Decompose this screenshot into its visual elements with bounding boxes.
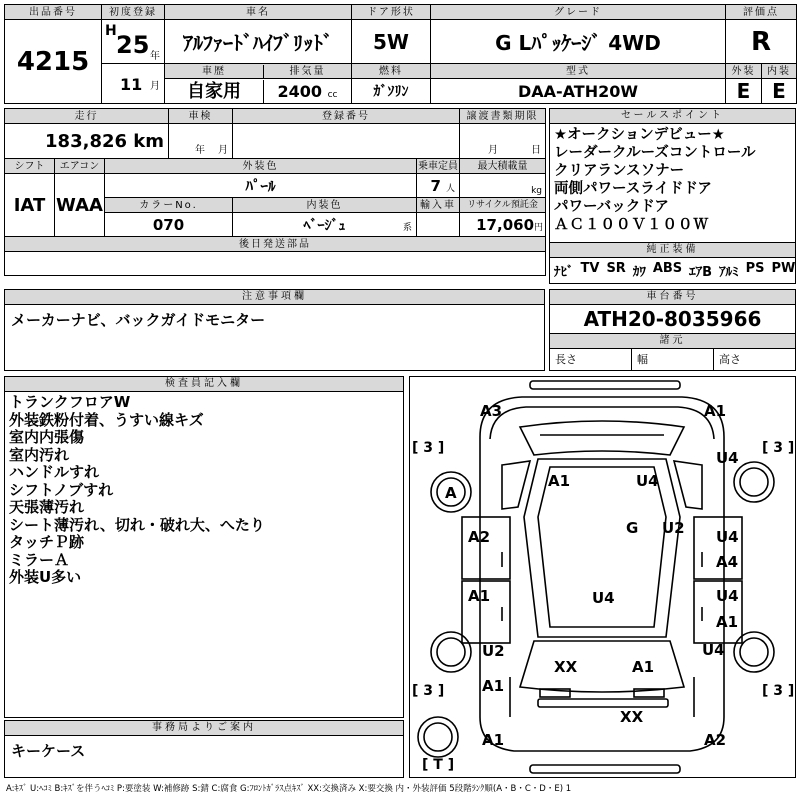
max-load-unit: kg [531,186,543,196]
damage-mark: U4 [636,472,659,490]
damage-mark: U4 [702,641,725,659]
reg-no-label: 登録番号 [233,109,460,124]
rating-label: 評価点 [726,5,797,20]
damage-mark: A1 [548,472,571,490]
chassis-label: 車台番号 [550,290,795,305]
damage-mark: XX [554,658,578,676]
color-no-value: 070 [105,213,233,237]
model-value: DAA-ATH20W [431,79,726,104]
equipment-item: SR [606,261,626,276]
top-info-table [4,4,797,104]
door-type: 5W [352,20,431,64]
damage-mark: A1 [482,731,505,749]
damage-mark: U4 [716,587,739,605]
grade-label: グレード [431,5,726,20]
sales-points-list [550,124,795,234]
lot-number: 4215 [5,20,102,104]
year-unit: 年 [150,51,160,62]
specs-label: 諸元 [550,334,795,349]
car-name: ｱﾙﾌｧｰﾄﾞﾊｲﾌﾞﾘｯﾄﾞ [165,20,352,64]
inspector-line: 外装鉄粉付着、うすい線キズ [9,410,204,429]
import-value [417,213,460,237]
damage-mark: U4 [716,449,739,467]
ext-rating: E [726,79,762,104]
damage-mark: A4 [716,553,739,571]
equipment-label: 純正装備 [550,242,795,258]
shift-label: シフト [5,159,55,174]
grade-value: G Lﾊﾟｯｹｰｼﾞ 4WD [431,20,726,64]
notes-box [4,289,545,371]
sales-point-item: レーダークルーズコントロール [554,145,756,161]
vehicle-details-table [4,108,546,276]
equipment-list [554,261,795,280]
door-label: ドア形状 [352,5,431,20]
color-no-label: カラーNo. [105,198,233,213]
rating-value: R [726,20,797,64]
legend: A:ｷｽﾞ U:ﾍｺﾐ B:ｷｽﾞを伴うﾍｺﾐ P:要塗装 W:補修跡 S:錆 C:腐食 G:ﾌﾛﾝﾄｶﾞﾗｽ点ｷｽﾞ XX:交換済み X:要交換 内・外装評価 5段階ﾗﾝｸ順(A・B・C・D・E) 1 [6,784,572,794]
inspector-line: ハンドルすれ [9,463,100,481]
equipment-item: TV [580,261,600,276]
equipment-item: ｶﾜ [632,265,646,280]
equipment-item: ABS [652,261,683,276]
specs-row [550,349,795,371]
int-rating: E [762,79,797,104]
inspector-lines [5,392,403,587]
mileage-value: 183,826 km [5,124,169,159]
ext-color-value: ﾊﾟｰﾙ [105,174,417,198]
office-label: 事務局よりご案内 [5,721,403,736]
inspector-box [4,376,404,718]
inspection-value [169,124,233,159]
damage-mark: A1 [468,587,491,605]
tire-depth-label: [ 3 ] [762,683,795,699]
car-name-label: 車名 [165,5,352,20]
sales-point-item: クリアランスソナー [554,163,685,179]
capacity-label: 乗車定員 [418,160,459,172]
sales-point-item: パワーバックドア [554,199,669,215]
history-value: 自家用 [165,80,264,103]
first-reg-label: 初度登録 [102,5,165,20]
reg-no-value [233,124,460,159]
damage-mark: U4 [716,528,739,546]
equipment-item: ﾅﾋﾞ [554,265,574,280]
chassis-box [549,289,796,371]
ext-color-label: 外装色 [105,159,417,174]
sales-points-box [549,108,796,284]
inspector-line: タッチＰ跡 [9,533,85,551]
damage-mark: A [445,484,457,502]
damage-mark: A1 [704,402,727,420]
damage-mark: U4 [592,589,615,607]
reg-month-cell [102,64,165,104]
transfer-day-unit: 日 [531,145,542,156]
lot-label: 出品番号 [5,5,102,20]
tire-depth-label: [ 3 ] [412,683,445,699]
inspector-line: 天張薄汚れ [9,498,85,516]
month-unit: 月 [150,81,160,92]
recycle-unit: 円 [534,223,544,233]
int-rating-label: 内装 [762,64,797,79]
sales-point-item: ＡＣ１００Ｖ１００Ｗ [554,217,709,233]
int-color-unit: 系 [403,223,413,233]
office-value: キーケース [11,742,86,760]
import-label: 輸入車 [417,198,460,213]
inspector-label: 検査員記入欄 [5,377,403,392]
spec-height: 高さ [719,353,741,366]
ext-rating-label: 外装 [726,64,762,79]
int-color-label: 内装色 [233,198,417,213]
transfer-label: 譲渡書類期限 [460,109,546,124]
tire-depth-label: [ 3 ] [412,440,445,456]
spare-tire-label: [ T ] [422,757,455,773]
history-displacement-values [165,79,352,104]
inspector-line: シフトノブすれ [9,480,114,499]
recycle-value: 17,060 [476,216,535,234]
damage-mark: XX [620,708,644,726]
damage-mark: A1 [632,658,655,676]
inspector-line: 外装U多い [9,568,82,586]
transfer-value [460,124,546,159]
sales-points-label: セールスポイント [550,109,795,124]
inspector-line: トランクフロアW [9,393,131,411]
shift-value: IAT [5,174,55,237]
model-label: 型式 [431,64,726,79]
ac-label: エアコン [55,159,105,174]
ac-value: WAA [55,174,105,237]
notes-value: メーカーナビ、バックガイドモニター [11,311,266,329]
history-label: 車歴 [165,65,264,78]
fuel-value: ｶﾞｿﾘﾝ [352,79,431,104]
spec-length: 長さ [550,349,632,371]
recycle-label: リサイクル預託金 [460,198,546,213]
damage-mark: A2 [704,731,727,749]
notes-label: 注意事項欄 [5,290,544,305]
damage-mark: A2 [468,528,491,546]
later-parts-label: 後日発送部品 [5,237,546,252]
inspection-label: 車検 [169,109,233,124]
car-diagram [409,376,796,778]
displacement-value: 2400 [277,81,323,101]
inspector-line: 室内内張傷 [9,428,85,446]
inspection-month-unit: 月 [218,145,229,156]
damage-mark: U2 [662,519,685,537]
fuel-label: 燃料 [352,64,431,79]
int-color-value: ﾍﾞｰｼﾞｭ [303,217,346,234]
first-reg-cell [102,20,165,64]
inspector-line: シート薄汚れ、切れ・破れ大、へたり [9,515,265,534]
max-load-label: 最大積載量 [460,159,546,174]
damage-mark: G [626,519,639,537]
mileage-label: 走行 [5,109,169,124]
transfer-month-unit: 月 [488,145,499,156]
equipment-item: ｴｱB [689,265,713,280]
sales-point-item: 両側パワースライドドア [554,181,712,197]
damage-mark: U2 [482,642,505,660]
era: H [105,23,117,39]
chassis-value: ATH20-8035966 [550,305,795,334]
damage-mark: A1 [482,677,505,695]
displacement-unit: cc [327,89,338,100]
inspector-line: 室内汚れ [9,445,70,464]
office-box [4,720,404,778]
equipment-item: PS [745,261,765,276]
later-parts-value [5,252,546,276]
capacity-unit: 人 [446,184,456,194]
sales-point-item: ★オークションデビュー★ [554,127,725,143]
car-outline-svg [410,377,795,777]
equipment-item: PW [771,261,796,276]
spec-width: 幅 [632,349,714,371]
tire-depth-label: [ 3 ] [762,440,795,456]
displacement-label: 排気量 [289,65,326,77]
inspection-year-unit: 年 [195,145,206,156]
inspector-line: ミラーＡ [9,550,70,569]
equipment-item: ｱﾙﾐ [719,265,739,280]
damage-mark: A1 [716,613,739,631]
capacity-value: 7 [430,177,441,195]
reg-year: 25 [116,31,150,59]
history-displacement-labels [165,64,352,79]
damage-mark: A3 [480,402,503,420]
reg-month: 11 [120,75,143,94]
